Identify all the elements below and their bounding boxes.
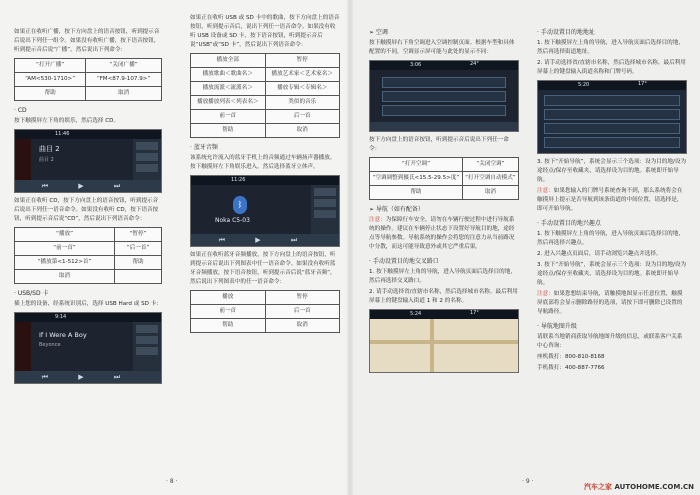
cd-track-sub: 曲目 2 (39, 157, 54, 163)
note-text: 如果您想结束导航，请触摸地图显示任意位置，触摸屏底部将会显示删除路径的选项，请按下即可删除已设置的导航路径。 (537, 291, 683, 315)
poi-step-3: 3. 按下“开始导航”，系统会显示三个选项：设为目的地/设为途经点/保存至收藏夹，请选择设为目的地。系统即开始导航。 (537, 262, 687, 286)
addr-step-3: 3. 按下“开始导航”，系统会显示三个选项：设为目的地/设为途经点/保存至收藏夹，请选择设为目的地。系统即开始导航。 (537, 159, 687, 183)
usb-text: 插上您的设备，经系统识别后，选择 USB Hard 或 SD 卡： (14, 301, 162, 307)
upgrade-heading: · 导航地图升级 (537, 323, 577, 330)
screen-clock: 11:26 (191, 176, 339, 185)
table-cell: “暂停” (115, 228, 162, 242)
bt-heading: · 蓝牙音频 (190, 144, 218, 151)
outside-temp: 24° (470, 61, 479, 67)
upgrade-text: 请联系当地销商获取导航地图升级的信息，或联系客户关系中心咨询： (537, 334, 683, 349)
dest-step-2: 2. 请手动选择省/直辖市名称，然后选择城市名称。最后利用屏幕上的键盘输入街道 1 和 2 的名称。 (369, 289, 518, 304)
table-cell: 播放艺术家＜艺术家名＞ (265, 68, 340, 82)
table-cell: “打开空调” (370, 158, 463, 172)
screen-clock: 9:14 (15, 313, 161, 322)
table-cell: “关闭空调” (462, 158, 518, 172)
cd-text: 按下触摸屏左下角的娱乐，然后选择 CD。 (14, 118, 120, 124)
usb-screen-image (14, 312, 162, 384)
page-fold (346, 0, 354, 495)
page-number-left: · 8 · (166, 478, 178, 485)
note-label: 注意： (369, 217, 386, 223)
ac-control-row (382, 91, 506, 102)
table-cell: “播放” (15, 228, 115, 242)
note-text: 如果您输入的门牌号系统查询不到，那么系统将会在触摸屏上提示是否导航到该条街道的中间位置，请选择是，即可开始导航。 (537, 188, 683, 212)
table-cell: “打开广播” (15, 59, 86, 73)
usb-heading: · USB/SD 卡 (14, 290, 49, 297)
screen-side-menu (133, 139, 161, 180)
phone-landline: 座机拨打：800-810-8168 (537, 354, 605, 360)
poi-step-1: 1. 按下触摸屏左上角的导航，进入导航页面后选择目的地，然后再选择兴趣点。 (537, 231, 684, 246)
column-ac-nav (369, 28, 519, 377)
playback-controls: ⏮ ▶ ⏭ (191, 234, 339, 246)
screen-clock: 3:06 (370, 61, 518, 70)
note-text: 为保障行车安全，请勿在车辆行驶过程中进行导航系统的操作。建议在车辆停止状态下设置好导航目的地，途经点等导航参数。导航系统的操作会将您的注意力从当前路况中分散，而这可能导致意外或其它严重后果。 (369, 217, 515, 250)
map-road (430, 319, 434, 372)
addr-heading: · 手动设置目的地地址 (537, 29, 595, 36)
ac-control-row (382, 105, 506, 116)
note-1 (537, 187, 687, 214)
screen-side-menu (133, 322, 161, 371)
usb-artist: Beyonce (39, 342, 61, 348)
table-cell: “后一首” (115, 242, 162, 256)
screen-side-menu (311, 185, 339, 234)
table-cell: 帮助 (15, 87, 86, 101)
table-cell: “AM<530-1710>” (15, 73, 86, 87)
phone-mobile: 手机拨打：400-887-7766 (537, 365, 605, 371)
column-nav-destination (537, 28, 687, 375)
table-cell: 取消 (265, 124, 340, 138)
table-cell: 帮助 (191, 319, 266, 333)
cd-track-title: 曲目 2 (39, 145, 60, 153)
note-2 (537, 290, 687, 317)
table-cell: “空调调整到摄氏<15.5-29.5>度” (370, 172, 463, 186)
bt-device-name: Noka C5-03 (215, 217, 250, 224)
note-label: 注意： (537, 291, 554, 297)
poi-heading: · 手动设置目的地兴趣点 (537, 220, 601, 227)
nav-screen-image (369, 309, 519, 373)
ac-bottom-bar (370, 122, 518, 131)
dest-step-1: 1. 按下触摸屏左上角的导航，进入导航页面后选择目的地，然后再选择交叉路口。 (369, 269, 516, 284)
bt-text: 该系统允许流入的蓝牙手机上的音频通过车辆扬声器播放。按下触摸屏左下角娱乐进入，然后选择蓝牙立体声。 (190, 155, 336, 170)
bt-screen-image (190, 175, 340, 247)
usb-command-table (190, 53, 340, 138)
note-label: 注意： (537, 188, 554, 194)
table-cell: 类似的音乐 (265, 96, 340, 110)
table-cell: 取消 (86, 87, 162, 101)
table-cell: 后一首 (265, 110, 340, 124)
table-cell: 取消 (15, 270, 115, 284)
ac-command-table (369, 157, 519, 200)
table-cell: 播放专辑＜专辑名＞ (265, 82, 340, 96)
screen-clock: 5:24 (370, 310, 518, 319)
screen-clock: 5:20 (538, 81, 686, 90)
ac-text-2: 按下方向盘上的语音按钮，听到提示音后说出下列任一命令： (369, 137, 509, 152)
table-cell: 取消 (265, 319, 340, 333)
nav-keyboard-screen-image (537, 80, 687, 154)
bluetooth-icon: ᛒ (233, 196, 247, 214)
table-cell: 播放歌曲＜歌曲名＞ (191, 68, 266, 82)
cd-heading: · CD (14, 107, 27, 114)
addr-step-2: 2. 请手动选择省/直辖市名称，然后选择城市名称。最后利用屏幕上的键盘输入街道名称和门牌号码。 (537, 60, 686, 75)
ac-heading: ➢ 空调 (369, 29, 388, 36)
table-cell: 播放 (191, 291, 266, 305)
bt-command-table (190, 290, 340, 333)
outside-temp: 17° (638, 81, 647, 87)
keyboard-row (544, 137, 680, 148)
nav-heading: ➢ 导航（如有配备） (369, 206, 424, 213)
table-cell: 后一首 (265, 305, 340, 319)
input-row (544, 95, 680, 106)
screen-clock: 11:46 (15, 130, 161, 139)
ac-text: 按下触摸屏右下角空调进入空调控制页面。根据车型和具体配置的不同，空调显示屏可能与此处的显示不同： (369, 40, 515, 55)
map-road (370, 340, 519, 344)
table-cell: “FM<87.9-107.9>” (86, 73, 162, 87)
watermark-brand: 汽车之家 (584, 483, 613, 491)
table-cell: 播放播放列表＜列表名＞ (191, 96, 266, 110)
cd-screen-image (14, 129, 162, 193)
table-cell: 取消 (462, 186, 518, 200)
ac-control-row (382, 77, 506, 88)
dest-heading: · 手动设置目的地交叉路口 (369, 258, 439, 265)
playback-controls: ⏮ ▶ ⏭ (15, 371, 161, 383)
column-usb-bluetooth (190, 14, 340, 337)
radio-command-table (14, 58, 162, 101)
table-cell: 播放流派＜流派名＞ (191, 82, 266, 96)
keyboard-row (544, 109, 680, 120)
table-cell: 播放全部 (191, 54, 266, 68)
table-cell: 暂停 (265, 291, 340, 305)
addr-step-1: 1. 按下触摸屏左上角的导航，进入导航页面后选择目的地，然后再选择街道地址。 (537, 40, 684, 55)
table-cell: 暂停 (265, 54, 340, 68)
ac-screen-image (369, 60, 519, 132)
watermark (584, 482, 694, 492)
table-cell: “前一首” (15, 242, 115, 256)
watermark-url: AUTOHOME.COM.CN (614, 483, 694, 491)
usb-intro: 如果正在收听 USB 或 SD 卡中的歌曲，按下方向盘上的语音按钮，听到提示音后，说出下列任一语音命令。如果没有收听 USB 设备或 SD 卡，按下语音按钮，听到提示音后说“USB”或“SD 卡”，然后说出下列语音命令： (190, 15, 340, 48)
poi-step-2: 2. 进入兴趣点页面后，请手动浏览兴趣点并选择。 (537, 251, 662, 257)
table-cell: “打开空调自动模式” (462, 172, 518, 186)
radio-intro: 如果正在收听广播，按下方向盘上的语音按钮，听到提示音后说出下列任一组令。如果没有收听广播，按下语音按钮，听到提示音后说“广播”，然后说出下列命令： (14, 29, 160, 53)
table-cell: 帮助 (191, 124, 266, 138)
table-cell: 前一首 (191, 305, 266, 319)
playback-controls: ⏮ ▶ ⏭ (15, 180, 161, 192)
table-cell (115, 270, 162, 284)
usb-track-title: If I Were A Boy (39, 331, 87, 339)
cd-command-table (14, 227, 162, 284)
cd-text-2: 如果正在收听 CD，按下方向盘上的语音按钮，听到提示音后说出下列任一语音命令。如果没有收听 CD，按下语音按钮，听到提示音后说“CD”，然后说出下列语音命令： (14, 198, 159, 222)
table-cell: 帮助 (370, 186, 463, 200)
table-cell: 帮助 (115, 256, 162, 270)
page-number-right: · 9 · (522, 478, 534, 485)
table-cell: 前一首 (191, 110, 266, 124)
bt-text-2: 如果正在收听蓝牙音频播放，按下方向盘上的语音按钮，听到提示音后说出下列图表中任一语音命令。如果没有收听蓝牙音频播放，按下语音按钮，听到提示音后说“蓝牙音频”，然后说出下列图表中的任一语音命令： (190, 252, 336, 285)
keyboard-row (544, 123, 680, 134)
outside-temp: 17° (470, 310, 479, 316)
column-radio-cd-usb (14, 28, 162, 388)
table-cell: “播放第<1-512>首” (15, 256, 115, 270)
nav-note (369, 216, 519, 252)
table-cell: “关闭广播” (86, 59, 162, 73)
